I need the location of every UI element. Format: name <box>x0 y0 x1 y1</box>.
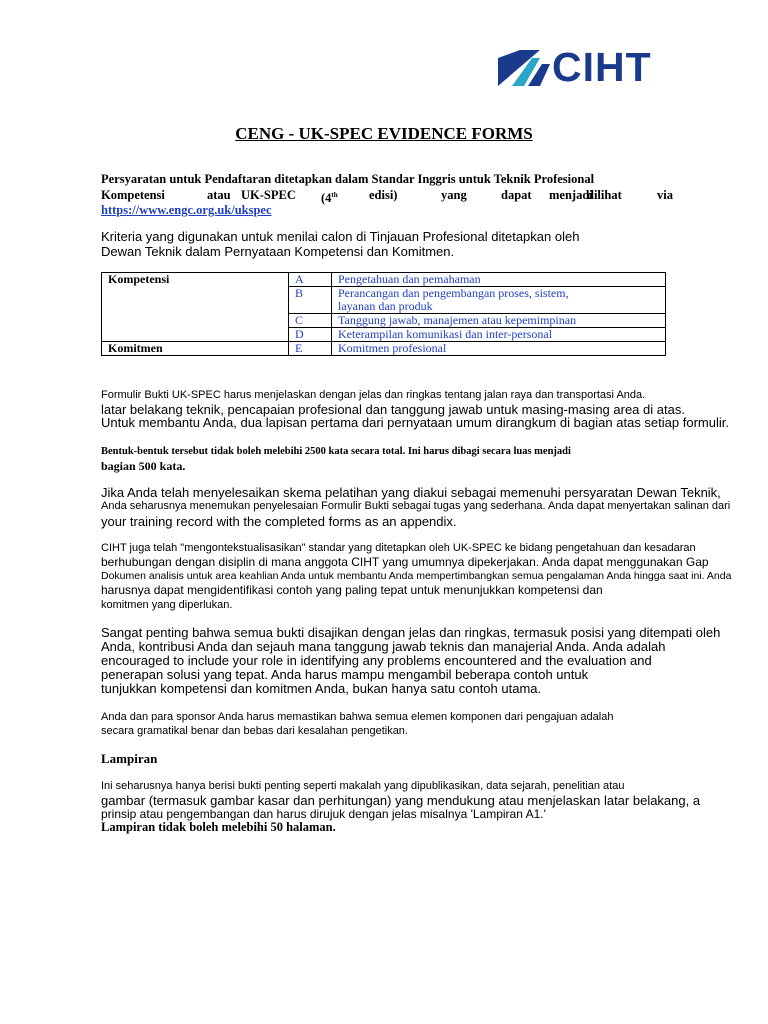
group-label-komitmen: Komitmen <box>102 342 289 356</box>
para4-line-4: harusnya dapat mengidentifikasi contoh yang paling tepat untuk menunjukkan kompetensi dan <box>101 583 603 597</box>
para1-line-3: Untuk membantu Anda, dua lapisan pertama dari pernyataan umum dirangkum di bagian atas setiap formulir. <box>101 415 729 430</box>
para6-line-1: Anda dan para sponsor Anda harus memastikan bahwa semua elemen komponen dari pengajuan adalah <box>101 711 614 723</box>
para1-line-2: latar belakang teknik, pencapaian profesional dan tanggung jawab untuk masing-masing area di atas. <box>101 402 685 417</box>
para5-line-1: Sangat penting bahwa semua bukti disajikan dengan jelas dan ringkas, termasuk posisi yang ditempati oleh <box>101 625 721 640</box>
intro-word: menjadi <box>549 188 593 202</box>
intro-word: edisi) <box>369 188 398 202</box>
para4-line-1: CIHT juga telah "mengontekstualisasikan" standar yang ditetapkan oleh UK-SPEC ke bidang pengetahuan dan kesadaran <box>101 542 696 554</box>
para2-line-2: bagian 500 kata. <box>101 459 186 473</box>
para4-line-5: komitmen yang diperlukan. <box>101 599 233 611</box>
para2-line-1: Bentuk-bentuk tersebut tidak boleh melebihi 2500 kata secara total. Ini harus dibagi secara luas menjadi <box>101 446 571 457</box>
intro-word: (4th <box>321 191 338 206</box>
appendix-heading: Lampiran <box>101 751 158 766</box>
competence-table <box>101 272 666 356</box>
intro-word: UK-SPEC <box>241 188 296 202</box>
para6-line-2: secara gramatikal benar dan bebas dari kesalahan pengetikan. <box>101 725 408 737</box>
logo-text: CIHT <box>552 44 652 90</box>
intro-word: dapat <box>501 188 532 202</box>
para3-line-2: Anda seharusnya menemukan penyelesaian Formulir Bukti sebagai tugas yang sederhana. Anda dapat menyertakan salinan dari <box>101 500 731 512</box>
row-desc: Tanggung jawab, manajemen atau kepemimpinan <box>332 314 666 328</box>
para4-line-2: berhubungan dengan disiplin di mana anggota CIHT yang umumnya dipekerjakan. Anda dapat menggunakan Gap <box>101 555 709 569</box>
row-desc: Pengetahuan dan pemahaman <box>332 273 666 287</box>
table-row <box>102 273 666 287</box>
para1-line-1: Formulir Bukti UK-SPEC harus menjelaskan dengan jelas dan ringkas tentang jalan raya dan transportasi Anda. <box>101 389 646 401</box>
para5-line-2: Anda, kontribusi Anda dan sejauh mana tanggung jawab teknis dan manajerial Anda. Anda adalah <box>101 639 666 654</box>
table-row <box>102 342 666 356</box>
intro-word: via <box>657 188 673 202</box>
intro-word: yang <box>441 188 467 202</box>
para3-line-1: Jika Anda telah menyelesaikan skema pelatihan yang diakui sebagai memenuhi persyaratan Dewan Teknik, <box>101 485 721 500</box>
appendix-line-4: Lampiran tidak boleh melebihi 50 halaman. <box>101 820 336 834</box>
intro-word: dilihat <box>587 188 622 202</box>
para5-line-4: penerapan solusi yang tepat. Anda harus mampu mengambil beberapa contoh untuk <box>101 667 589 682</box>
ukspec-link[interactable]: https://www.engc.org.uk/ukspec <box>101 203 272 217</box>
appendix-line-1: Ini seharusnya hanya berisi bukti penting seperti makalah yang dipublikasikan, data sejarah, penelitian atau <box>101 780 625 792</box>
criteria-line-1: Kriteria yang digunakan untuk menilai calon di Tinjauan Profesional ditetapkan oleh <box>101 229 580 244</box>
para5-line-5: tunjukkan kompetensi dan komitmen Anda, bukan hanya satu contoh utama. <box>101 681 542 696</box>
row-letter: D <box>289 328 332 342</box>
appendix-line-3: prinsip atau pengembangan dan harus dirujuk dengan jelas misalnya 'Lampiran A1.' <box>101 807 546 821</box>
row-desc: Keterampilan komunikasi dan inter-personal <box>332 328 666 342</box>
intro-word: Kompetensi <box>101 188 165 202</box>
appendix-line-2: gambar (termasuk gambar kasar dan perhitungan) yang mendukung atau menjelaskan latar belakang, a <box>101 793 701 808</box>
page-title: CENG - UK-SPEC EVIDENCE FORMS <box>235 124 533 143</box>
row-letter: B <box>289 287 332 314</box>
row-desc: Komitmen profesional <box>332 342 666 356</box>
row-letter: A <box>289 273 332 287</box>
intro-word: atau <box>207 188 231 202</box>
row-desc: Perancangan dan pengembangan proses, sistem, layanan dan produk <box>332 287 666 314</box>
para3-line-3: your training record with the completed forms as an appendix. <box>101 514 457 529</box>
row-letter: C <box>289 314 332 328</box>
criteria-line-2: Dewan Teknik dalam Pernyataan Kompetensi dan Komitmen. <box>101 244 455 259</box>
para5-line-3: encouraged to include your role in identifying any problems encountered and the evaluation and <box>101 653 652 668</box>
group-label-kompetensi: Kompetensi <box>102 273 289 342</box>
row-letter: E <box>289 342 332 356</box>
intro-line-1: Persyaratan untuk Pendaftaran ditetapkan dalam Standar Inggris untuk Teknik Profesional <box>101 172 595 186</box>
para4-line-3: Dokumen analisis untuk area keahlian Anda untuk membantu Anda mempertimbangkan semua pengalaman Anda hingga saat ini. Anda <box>101 570 732 582</box>
